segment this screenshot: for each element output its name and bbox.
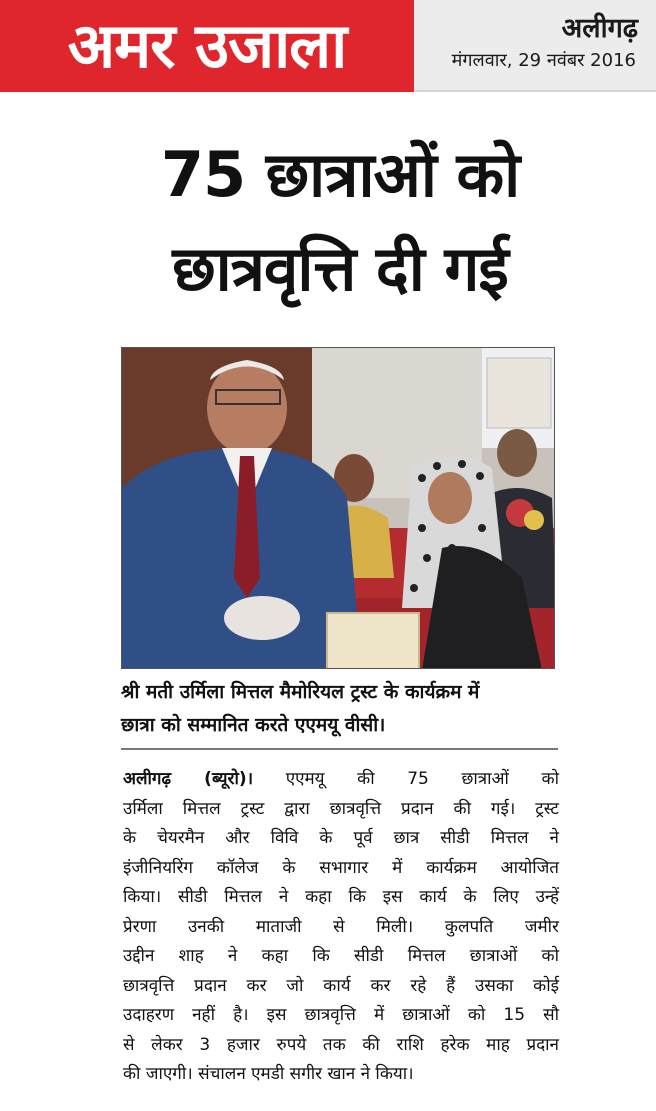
masthead: [0, 0, 656, 92]
caption-line-2: छात्रा को सम्मानित करते एएमयू वीसी।: [121, 714, 386, 736]
article-dateline: अलीगढ़ (ब्यूरो)।: [123, 769, 254, 789]
article-line: के चेयरमैन और विवि के पूर्व छात्र सीडी मित्तल ने: [123, 828, 559, 848]
article-line: इंजीनियरिंग कॉलेज के सभागार में कार्यक्रम आयोजित: [123, 857, 559, 878]
article-line: उर्मिला मित्तल ट्रस्ट द्वारा छात्रवृत्ति प्रदान की गई। ट्रस्ट: [123, 798, 559, 819]
headline-line-2: छात्रवृत्ति दी गई: [172, 232, 508, 305]
article-line: की जाएगी। संचालन एमडी सगीर खान ने किया।: [123, 1064, 414, 1084]
article-line: [123, 765, 559, 795]
photo-caption: [121, 676, 561, 742]
caption-line-1: श्री मती उर्मिला मित्तल मैमोरियल ट्रस्ट के कार्यक्रम में: [121, 681, 480, 703]
article-line: से लेकर 3 हजार रुपये तक की राशि हरेक माह प्रदान: [123, 1034, 559, 1055]
headline-line-1: 75 छात्राओं को: [160, 138, 520, 211]
photo-illustration: [122, 348, 555, 669]
headline: [100, 128, 580, 316]
article-line: उद्दीन शाह ने कहा कि सीडी मित्तल छात्राओं को: [123, 946, 559, 966]
news-photo: [121, 347, 555, 669]
dateline-box: [414, 0, 656, 92]
article-line: छात्रवृत्ति प्रदान कर जो कार्य कर रहे हैं उसका कोई: [123, 975, 559, 996]
newspaper-logo: [0, 0, 414, 92]
publication-date: मंगलवार, 29 नवंबर 2016: [451, 50, 636, 71]
article-line: किया। सीडी मित्तल ने कहा कि इस कार्य के लिए उन्हें: [123, 887, 559, 907]
logo-text: अमर उजाला: [67, 9, 347, 82]
article-line: प्रेरणा उनकी माताजी से मिली। कुलपति जमीर: [123, 916, 559, 937]
divider-rule: [121, 748, 558, 750]
article-line-1-text: एएमयू की 75 छात्राओं को: [285, 769, 559, 789]
article-line: उदाहरण नहीं है। इस छात्रवृत्ति में छात्राओं को 15 सौ: [123, 1005, 559, 1025]
article-body: [123, 765, 559, 1090]
city-name: अलीगढ़: [561, 13, 638, 44]
